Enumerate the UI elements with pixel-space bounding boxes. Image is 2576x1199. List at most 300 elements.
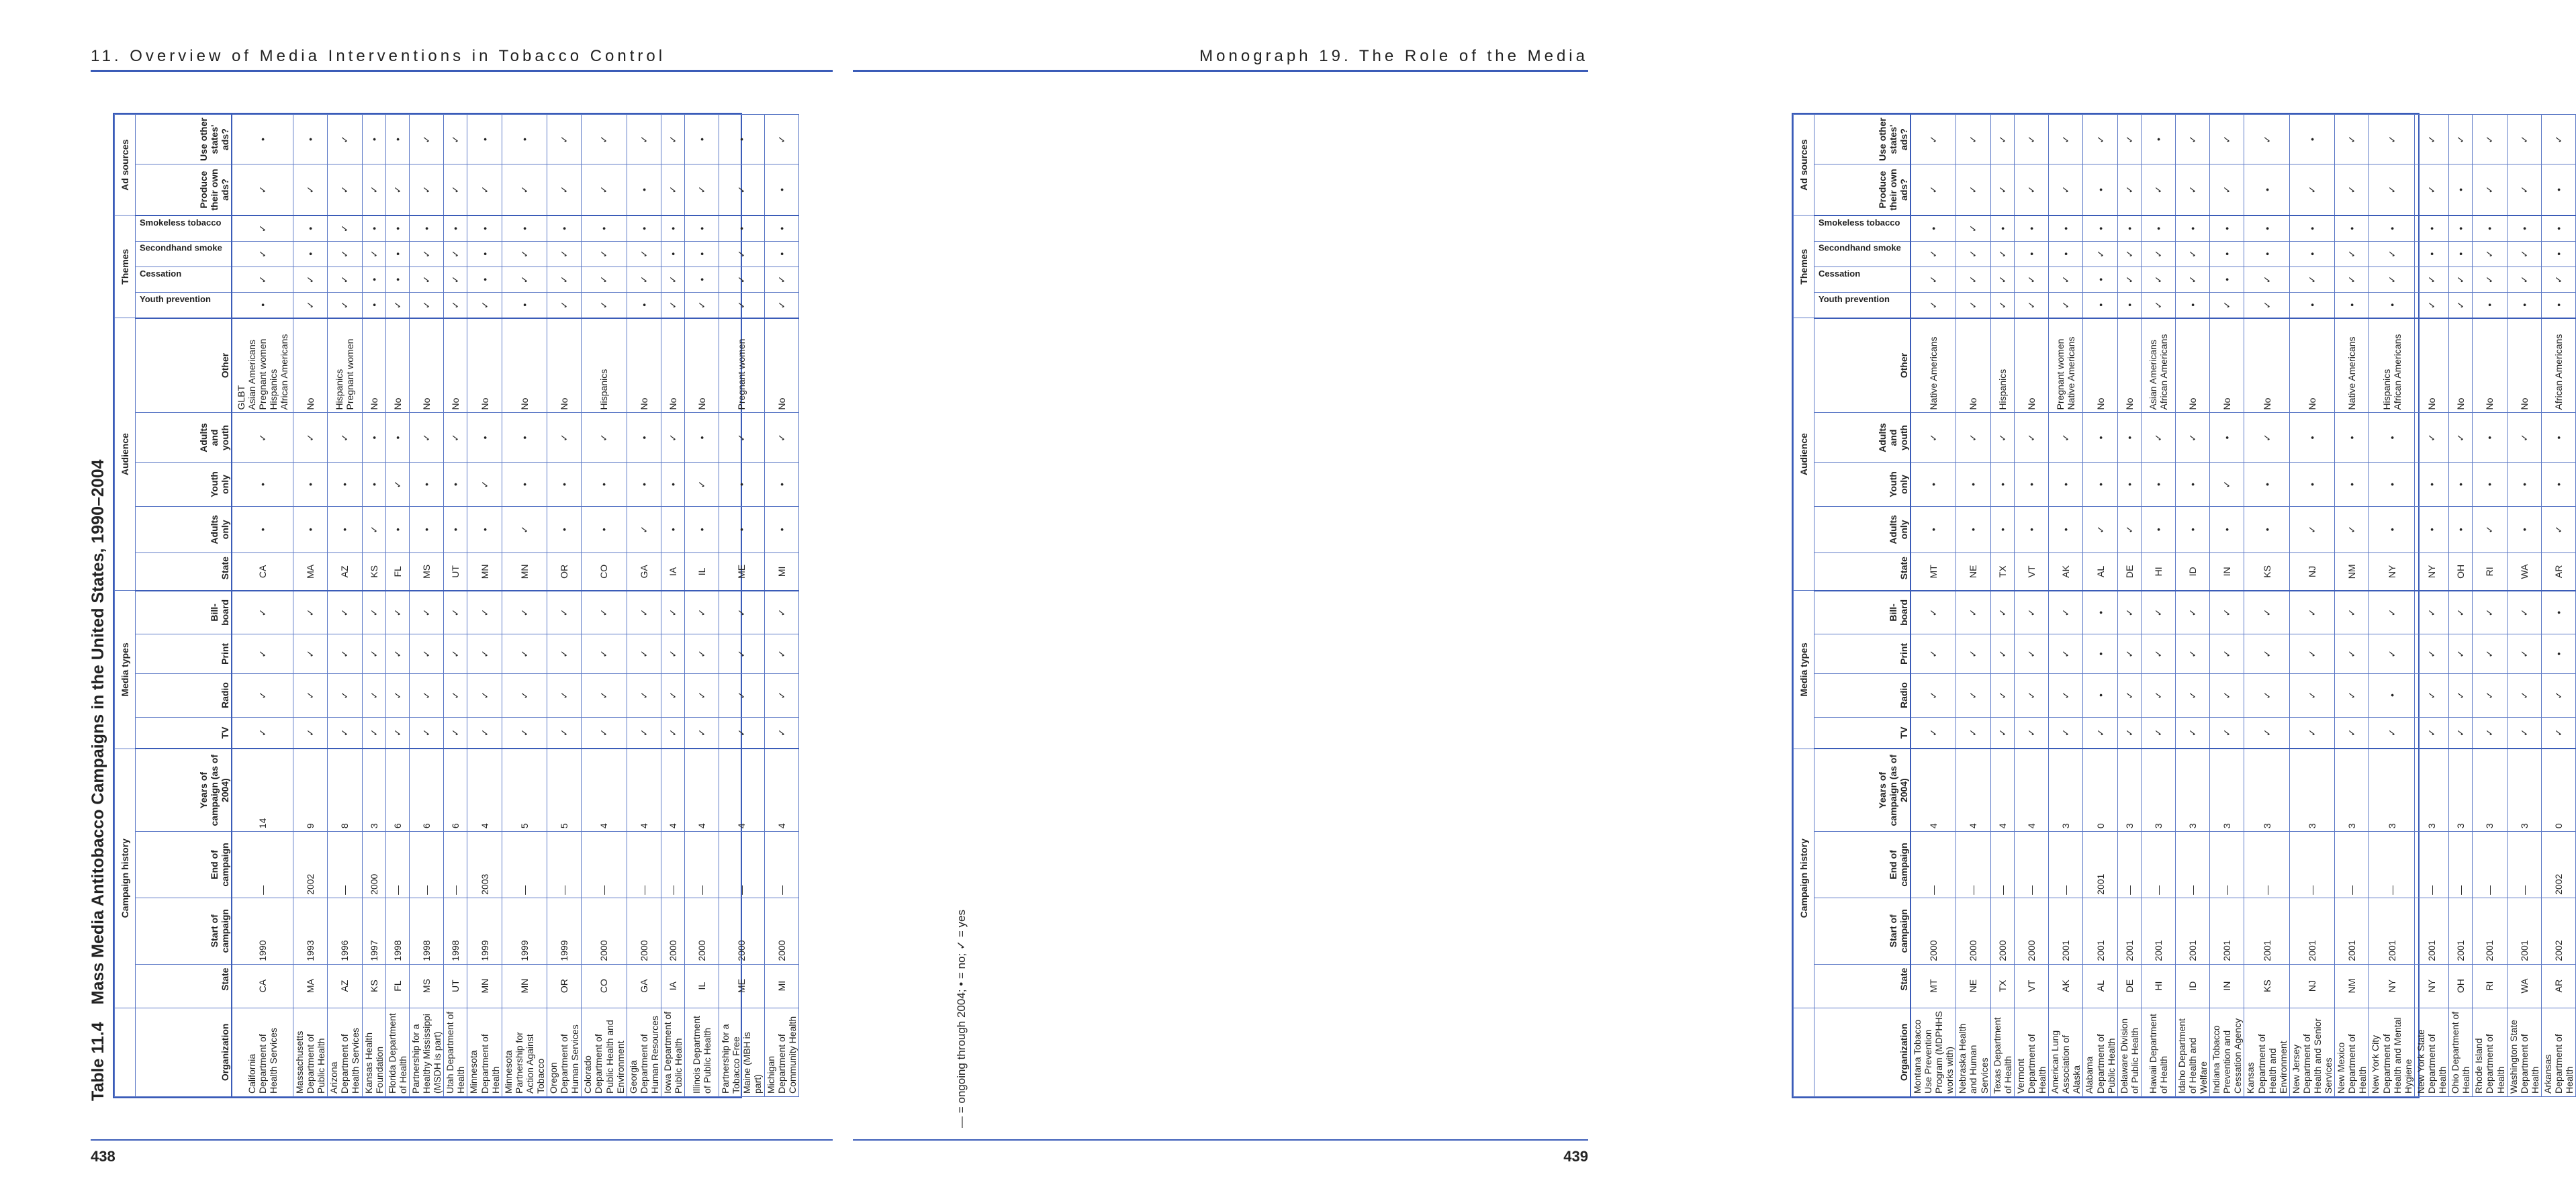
cell-adults-only: •	[1911, 506, 1956, 553]
cell-secondhand-smoke: ✓	[502, 241, 547, 267]
cell-state-audience: AK	[2049, 553, 2083, 591]
table-row	[467, 115, 502, 1097]
cell-secondhand-smoke: ✓	[2507, 241, 2541, 267]
cell-other-audience: Pregnant women Native Americans	[2049, 318, 2083, 413]
cell-state: NY	[2414, 964, 2448, 1008]
cell-print: ✓	[232, 634, 293, 673]
cell-years: 0	[2541, 749, 2575, 831]
cell-print: ✓	[444, 634, 467, 673]
cell-years: 3	[2141, 749, 2175, 831]
cell-billboard: ✓	[2049, 591, 2083, 634]
cell-smokeless-tobacco: •	[685, 215, 719, 241]
cell-organization: Kansas Department of Health and Environment	[2244, 1008, 2289, 1096]
cell-adults-only: •	[685, 506, 719, 553]
cell-print: ✓	[2507, 634, 2541, 673]
cell-adults-and-youth: •	[502, 413, 547, 463]
group-themes: Themes	[115, 215, 136, 318]
cell-cessation: ✓	[582, 267, 627, 292]
cell-years: 8	[328, 749, 362, 831]
cell-organization: Vermont Department of Health	[2014, 1008, 2048, 1096]
cell-billboard: ✓	[409, 591, 443, 634]
cell-print: ✓	[2014, 634, 2048, 673]
data-table-left	[114, 114, 799, 1097]
col-radio: Radio	[136, 673, 232, 717]
header-rule-right	[853, 70, 1588, 72]
cell-state-audience: IL	[685, 553, 719, 591]
cell-radio: ✓	[2049, 673, 2083, 717]
cell-state-audience: KS	[362, 553, 385, 591]
cell-organization: Indiana Tobacco Prevention and Cessation Agency	[2210, 1008, 2244, 1096]
cell-produce-own-ads: ✓	[2289, 164, 2334, 215]
cell-other-audience: No	[1956, 318, 1990, 413]
cell-radio: ✓	[293, 673, 328, 717]
cell-other-audience: Native Americans	[2335, 318, 2369, 413]
cell-cessation: ✓	[2507, 267, 2541, 292]
cell-print: ✓	[582, 634, 627, 673]
cell-organization: New York City Department of Health and Mental Hygiene	[2369, 1008, 2414, 1096]
cell-organization: Hawaii Department of Health	[2141, 1008, 2175, 1096]
cell-secondhand-smoke: ✓	[328, 241, 362, 267]
cell-organization: Arkansas Department of Health	[2541, 1008, 2575, 1096]
cell-tv: ✓	[2414, 717, 2448, 749]
cell-radio: ✓	[1956, 673, 1990, 717]
cell-youth-prevention: •	[2175, 292, 2209, 318]
cell-youth-only: •	[2449, 463, 2473, 506]
cell-produce-own-ads: •	[627, 164, 661, 215]
cell-tv: ✓	[2175, 717, 2209, 749]
cell-tv: ✓	[661, 717, 685, 749]
cell-state: AR	[2541, 964, 2575, 1008]
cell-start-year: 2001	[2507, 898, 2541, 964]
cell-cessation: ✓	[2414, 267, 2448, 292]
cell-tv: ✓	[1990, 717, 2014, 749]
cell-radio: ✓	[2141, 673, 2175, 717]
cell-adults-only: •	[582, 506, 627, 553]
cell-organization: Washington State Department of Health	[2507, 1008, 2541, 1096]
group-themes: Themes	[1794, 215, 1814, 318]
cell-secondhand-smoke: ✓	[232, 241, 293, 267]
cell-secondhand-smoke: ✓	[2369, 241, 2414, 267]
table-row	[764, 115, 798, 1097]
cell-organization: New Mexico Department of Health	[2335, 1008, 2369, 1096]
cell-adults-and-youth: ✓	[328, 413, 362, 463]
cell-tv: ✓	[685, 717, 719, 749]
cell-adults-and-youth: •	[2083, 413, 2117, 463]
cell-adults-only: •	[2175, 506, 2209, 553]
cell-print: ✓	[467, 634, 502, 673]
cell-cessation: ✓	[627, 267, 661, 292]
cell-adults-only: •	[385, 506, 409, 553]
cell-tv: ✓	[2473, 717, 2507, 749]
cell-cessation: ✓	[2244, 267, 2289, 292]
cell-smokeless-tobacco: •	[2244, 215, 2289, 241]
cell-use-other-ads: ✓	[2049, 115, 2083, 164]
cell-years: 4	[467, 749, 502, 831]
cell-use-other-ads: ✓	[1911, 115, 1956, 164]
cell-youth-only: •	[764, 463, 798, 506]
cell-years: 3	[2244, 749, 2289, 831]
table-row	[627, 115, 661, 1097]
cell-secondhand-smoke: ✓	[2175, 241, 2209, 267]
cell-tv: ✓	[582, 717, 627, 749]
cell-end-year: —	[385, 832, 409, 898]
cell-other-audience: No	[467, 318, 502, 413]
cell-cessation: ✓	[547, 267, 582, 292]
cell-other-audience: Native Americans	[1911, 318, 1956, 413]
cell-billboard: ✓	[293, 591, 328, 634]
cell-organization: Idaho Department of Health and Welfare	[2175, 1008, 2209, 1096]
cell-print: ✓	[1990, 634, 2014, 673]
cell-use-other-ads: ✓	[661, 115, 685, 164]
cell-years: 4	[764, 749, 798, 831]
cell-adults-and-youth: ✓	[2175, 413, 2209, 463]
cell-years: 3	[2414, 749, 2448, 831]
col-print: Print	[136, 634, 232, 673]
cell-adults-only: ✓	[627, 506, 661, 553]
cell-smokeless-tobacco: •	[2369, 215, 2414, 241]
cell-billboard: ✓	[2175, 591, 2209, 634]
table-row	[2117, 115, 2141, 1097]
cell-youth-only: •	[2473, 463, 2507, 506]
col-end: End of campaign	[1814, 832, 1911, 898]
cell-state: IN	[2210, 964, 2244, 1008]
cell-end-year: —	[2175, 832, 2209, 898]
cell-start-year: 2001	[2083, 898, 2117, 964]
cell-use-other-ads: •	[467, 115, 502, 164]
col-start: Start of campaign	[136, 898, 232, 964]
cell-state-audience: MA	[293, 553, 328, 591]
col-use-other-ads: Use other states' ads?	[1814, 115, 1911, 164]
cell-smokeless-tobacco: •	[502, 215, 547, 241]
col-adults-and-youth: Adults and youth	[136, 413, 232, 463]
cell-smokeless-tobacco: •	[2210, 215, 2244, 241]
cell-years: 3	[2507, 749, 2541, 831]
cell-smokeless-tobacco: •	[547, 215, 582, 241]
cell-radio: ✓	[409, 673, 443, 717]
cell-adults-only: •	[1956, 506, 1990, 553]
cell-start-year: 2000	[661, 898, 685, 964]
cell-print: ✓	[328, 634, 362, 673]
cell-end-year: —	[2473, 832, 2507, 898]
cell-end-year: —	[2049, 832, 2083, 898]
blank	[115, 1008, 136, 1096]
left-page	[0, 0, 839, 1199]
cell-state-audience: OH	[2449, 553, 2473, 591]
col-other: Other	[136, 318, 232, 413]
col-secondhand-smoke: Secondhand smoke	[136, 241, 232, 267]
cell-radio: ✓	[1911, 673, 1956, 717]
cell-start-year: 2001	[2473, 898, 2507, 964]
cell-youth-only: •	[2335, 463, 2369, 506]
cell-produce-own-ads: ✓	[2414, 164, 2448, 215]
cell-start-year: 2000	[764, 898, 798, 964]
cell-state-audience: VT	[2014, 553, 2048, 591]
cell-adults-and-youth: ✓	[232, 413, 293, 463]
table-row	[1956, 115, 1990, 1097]
col-tv: TV	[136, 717, 232, 749]
cell-print: ✓	[502, 634, 547, 673]
cell-end-year: 2003	[467, 832, 502, 898]
cell-secondhand-smoke: ✓	[1956, 241, 1990, 267]
cell-secondhand-smoke: ✓	[2473, 241, 2507, 267]
table-caption: Mass Media Antitobacco Campaigns in the United States, 1990–2004	[89, 459, 107, 1005]
cell-end-year: 2002	[293, 832, 328, 898]
cell-state-audience: IN	[2210, 553, 2244, 591]
cell-end-year: —	[582, 832, 627, 898]
cell-tv: ✓	[2369, 717, 2414, 749]
cell-radio: ✓	[582, 673, 627, 717]
table-row	[385, 115, 409, 1097]
cell-adults-and-youth: ✓	[582, 413, 627, 463]
cell-smokeless-tobacco: •	[582, 215, 627, 241]
cell-start-year: 1997	[362, 898, 385, 964]
data-table-right	[1793, 114, 2576, 1097]
cell-billboard: ✓	[385, 591, 409, 634]
col-adults-and-youth: Adults and youth	[1814, 413, 1911, 463]
cell-adults-and-youth: ✓	[2141, 413, 2175, 463]
cell-use-other-ads: •	[232, 115, 293, 164]
cell-start-year: 2001	[2414, 898, 2448, 964]
cell-youth-prevention: ✓	[2049, 292, 2083, 318]
cell-organization: Texas Department of Health	[1990, 1008, 2014, 1096]
cell-tv: ✓	[362, 717, 385, 749]
cell-end-year: —	[547, 832, 582, 898]
cell-print: ✓	[362, 634, 385, 673]
cell-tv: ✓	[719, 717, 764, 749]
cell-years: 4	[1990, 749, 2014, 831]
cell-organization: Iowa Department of Public Health	[661, 1008, 685, 1096]
cell-start-year: 2001	[2289, 898, 2334, 964]
cell-start-year: 1998	[444, 898, 467, 964]
cell-print: ✓	[764, 634, 798, 673]
cell-tv: ✓	[2141, 717, 2175, 749]
cell-radio: ✓	[2289, 673, 2334, 717]
cell-youth-only: •	[2175, 463, 2209, 506]
cell-billboard: ✓	[2014, 591, 2048, 634]
cell-adults-and-youth: ✓	[2014, 413, 2048, 463]
cell-state-audience: ID	[2175, 553, 2209, 591]
cell-cessation: ✓	[2049, 267, 2083, 292]
cell-use-other-ads: ✓	[444, 115, 467, 164]
cell-cessation: ✓	[764, 267, 798, 292]
cell-radio: ✓	[444, 673, 467, 717]
cell-billboard: ✓	[764, 591, 798, 634]
group-ad-sources: Ad sources	[1794, 115, 1814, 215]
cell-youth-prevention: •	[362, 292, 385, 318]
cell-tv: ✓	[293, 717, 328, 749]
col-adults-only: Adults only	[1814, 506, 1911, 553]
cell-start-year: 2000	[719, 898, 764, 964]
cell-secondhand-smoke: •	[2414, 241, 2448, 267]
cell-start-year: 2001	[2049, 898, 2083, 964]
cell-organization: Partnership for a Healthy Mississippi (MSDH is part)	[409, 1008, 443, 1096]
cell-state: NJ	[2289, 964, 2334, 1008]
cell-billboard: ✓	[685, 591, 719, 634]
cell-other-audience: No	[2507, 318, 2541, 413]
cell-billboard: ✓	[2369, 591, 2414, 634]
cell-radio: •	[2369, 673, 2414, 717]
col-produce-own-ads: Produce their own ads?	[1814, 164, 1911, 215]
page-number-right: 439	[1563, 1148, 1588, 1165]
cell-radio: ✓	[362, 673, 385, 717]
cell-adults-only: •	[764, 506, 798, 553]
cell-produce-own-ads: ✓	[362, 164, 385, 215]
cell-state: VT	[2014, 964, 2048, 1008]
table-row	[444, 115, 467, 1097]
cell-youth-prevention: ✓	[409, 292, 443, 318]
cell-smokeless-tobacco: •	[444, 215, 467, 241]
cell-adults-and-youth: ✓	[444, 413, 467, 463]
cell-other-audience: No	[385, 318, 409, 413]
cell-print: ✓	[1911, 634, 1956, 673]
table-row	[547, 115, 582, 1097]
cell-cessation: ✓	[2369, 267, 2414, 292]
table-title	[89, 459, 108, 1101]
cell-youth-prevention: ✓	[685, 292, 719, 318]
cell-start-year: 1999	[547, 898, 582, 964]
cell-state-audience: DE	[2117, 553, 2141, 591]
col-smokeless-tobacco: Smokeless tobacco	[1814, 215, 1911, 241]
cell-use-other-ads: ✓	[2117, 115, 2141, 164]
col-end: End of campaign	[136, 832, 232, 898]
cell-organization: Nebraska Health and Human Services	[1956, 1008, 1990, 1096]
cell-adults-and-youth: ✓	[1911, 413, 1956, 463]
cell-cessation: ✓	[2473, 267, 2507, 292]
cell-start-year: 2002	[2541, 898, 2575, 964]
cell-state-audience: RI	[2473, 553, 2507, 591]
cell-other-audience: No	[2473, 318, 2507, 413]
cell-smokeless-tobacco: •	[409, 215, 443, 241]
cell-adults-only: •	[547, 506, 582, 553]
page-number-left: 438	[91, 1148, 116, 1165]
cell-youth-prevention: ✓	[444, 292, 467, 318]
cell-produce-own-ads: •	[764, 164, 798, 215]
cell-state-audience: TX	[1990, 553, 2014, 591]
cell-youth-prevention: ✓	[2449, 292, 2473, 318]
cell-years: 3	[2117, 749, 2141, 831]
cell-radio: ✓	[385, 673, 409, 717]
cell-use-other-ads: ✓	[2335, 115, 2369, 164]
cell-youth-prevention: ✓	[2210, 292, 2244, 318]
table-row	[2083, 115, 2117, 1097]
cell-youth-only: •	[2369, 463, 2414, 506]
cell-state: RI	[2473, 964, 2507, 1008]
cell-organization: Rhode Island Department of Health	[2473, 1008, 2507, 1096]
cell-use-other-ads: ✓	[2014, 115, 2048, 164]
cell-years: 5	[547, 749, 582, 831]
cell-state: IL	[685, 964, 719, 1008]
cell-use-other-ads: ✓	[1990, 115, 2014, 164]
cell-start-year: 1996	[328, 898, 362, 964]
cell-state-audience: MI	[764, 553, 798, 591]
table-row	[328, 115, 362, 1097]
cell-years: 4	[1956, 749, 1990, 831]
table-number: Table 11.4	[89, 1022, 107, 1101]
cell-start-year: 1993	[293, 898, 328, 964]
cell-years: 3	[2289, 749, 2334, 831]
cell-start-year: 2001	[2449, 898, 2473, 964]
cell-smokeless-tobacco: •	[2335, 215, 2369, 241]
cell-other-audience: No	[627, 318, 661, 413]
cell-other-audience: No	[661, 318, 685, 413]
cell-other-audience: No	[2083, 318, 2117, 413]
cell-use-other-ads: •	[385, 115, 409, 164]
cell-cessation: ✓	[2175, 267, 2209, 292]
cell-billboard: ✓	[1956, 591, 1990, 634]
cell-use-other-ads: ✓	[2210, 115, 2244, 164]
cell-youth-only: •	[2414, 463, 2448, 506]
header-column-row	[136, 115, 232, 1097]
cell-youth-prevention: •	[502, 292, 547, 318]
cell-youth-prevention: •	[627, 292, 661, 318]
cell-cessation: ✓	[2541, 267, 2575, 292]
cell-adults-and-youth: •	[385, 413, 409, 463]
cell-state: MT	[1911, 964, 1956, 1008]
cell-cessation: ✓	[2449, 267, 2473, 292]
cell-secondhand-smoke: •	[385, 241, 409, 267]
col-years: Years of campaign (as of 2004)	[136, 749, 232, 831]
cell-cessation: ✓	[444, 267, 467, 292]
cell-adults-and-youth: ✓	[2049, 413, 2083, 463]
cell-billboard: •	[2541, 591, 2575, 634]
cell-end-year: —	[2014, 832, 2048, 898]
cell-secondhand-smoke: •	[2289, 241, 2334, 267]
table-row	[719, 115, 764, 1097]
cell-tv: ✓	[1956, 717, 1990, 749]
table-row	[2049, 115, 2083, 1097]
cell-print: ✓	[547, 634, 582, 673]
cell-use-other-ads: ✓	[2541, 115, 2575, 164]
cell-cessation: ✓	[409, 267, 443, 292]
cell-youth-prevention: ✓	[1911, 292, 1956, 318]
cell-use-other-ads: •	[2141, 115, 2175, 164]
cell-youth-prevention: ✓	[467, 292, 502, 318]
running-head-left: 11. Overview of Media Interventions in Tobacco Control	[91, 47, 666, 65]
cell-radio: ✓	[2014, 673, 2048, 717]
cell-organization: Oregon Department of Human Services	[547, 1008, 582, 1096]
cell-radio: ✓	[2210, 673, 2244, 717]
cell-billboard: ✓	[719, 591, 764, 634]
cell-youth-only: ✓	[685, 463, 719, 506]
cell-billboard: ✓	[661, 591, 685, 634]
cell-state-audience: NM	[2335, 553, 2369, 591]
cell-organization: Ohio Department of Health	[2449, 1008, 2473, 1096]
cell-smokeless-tobacco: •	[2414, 215, 2448, 241]
cell-end-year: —	[2244, 832, 2289, 898]
cell-adults-only: •	[2049, 506, 2083, 553]
col-billboard: Bill-board	[136, 591, 232, 634]
group-campaign-history: Campaign history	[1794, 749, 1814, 1008]
table-row	[661, 115, 685, 1097]
cell-state-audience: AL	[2083, 553, 2117, 591]
cell-adults-and-youth: ✓	[2449, 413, 2473, 463]
cell-organization: Utah Department of Health	[444, 1008, 467, 1096]
cell-start-year: 1999	[502, 898, 547, 964]
cell-use-other-ads: •	[362, 115, 385, 164]
cell-state: OH	[2449, 964, 2473, 1008]
cell-secondhand-smoke: ✓	[547, 241, 582, 267]
cell-adults-only: •	[293, 506, 328, 553]
col-state: State	[1814, 964, 1911, 1008]
cell-radio: ✓	[232, 673, 293, 717]
cell-adults-only: •	[719, 506, 764, 553]
cell-adults-and-youth: ✓	[2507, 413, 2541, 463]
cell-cessation: ✓	[2141, 267, 2175, 292]
table-row	[582, 115, 627, 1097]
cell-end-year: —	[685, 832, 719, 898]
cell-radio: ✓	[1990, 673, 2014, 717]
cell-secondhand-smoke: ✓	[1911, 241, 1956, 267]
